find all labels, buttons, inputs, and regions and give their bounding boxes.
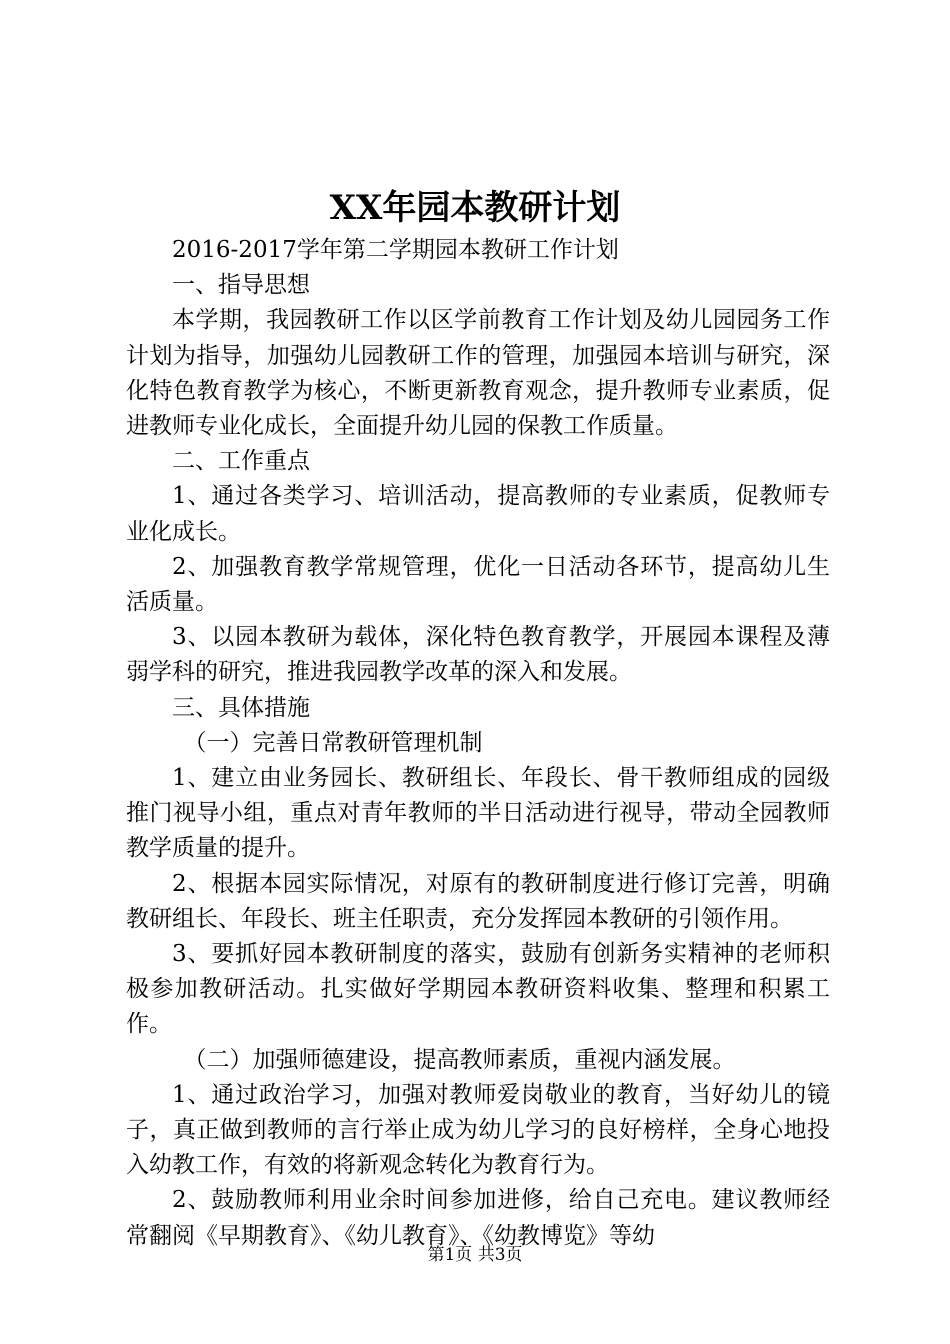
list-item: 2、加强教育教学常规管理，优化一日活动各环节，提高幼儿生活质量。 bbox=[126, 553, 830, 616]
list-item: 2、鼓励教师利用业余时间参加进修，给自己充电。建议教师经常翻阅《早期教育》、《幼儿教育》、《幼教博览》等幼 bbox=[126, 1187, 830, 1249]
list-item: 1、通过政治学习，加强对教师爱岗敬业的教育，当好幼儿的镜子，真正做到教师的言行举止成为幼儿学习的良好榜样，全身心地投入幼教工作，有效的将新观念转化为教育行为。 bbox=[126, 1081, 830, 1179]
section-heading-2: 二、工作重点 bbox=[172, 448, 310, 475]
plan-subtitle: 2016-2017学年第二学期园本教研工作计划 bbox=[172, 237, 619, 263]
subsection-heading: （二）加强师德建设，提高教师素质，重视内涵发展。 bbox=[183, 1046, 736, 1073]
section-heading-1: 一、指导思想 bbox=[172, 272, 310, 299]
section-heading-3: 三、具体措施 bbox=[172, 694, 310, 721]
subsection-heading: （一）完善日常教研管理机制 bbox=[183, 729, 483, 756]
paragraph: 本学期，我园教研工作以区学前教育工作计划及幼儿园园务工作计划为指导，加强幼儿园教研工作的管理，加强园本培训与研究，深化特色教育教学为核心，不断更新教育观念，提升教师专业素质，促进教师专业化成长，全面提升幼儿园的保教工作质量。 bbox=[126, 307, 830, 440]
list-item: 2、根据本园实际情况，对原有的教研制度进行修订完善，明确教研组长、年段长、班主任职责，充分发挥园本教研的引领作用。 bbox=[126, 870, 830, 932]
list-item: 3、要抓好园本教研制度的落实，鼓励有创新务实精神的老师积极参加教研活动。扎实做好学期园本教研资料收集、整理和积累工作。 bbox=[126, 941, 830, 1038]
list-item: 1、通过各类学习、培训活动，提高教师的专业素质，促教师专业化成长。 bbox=[126, 483, 830, 545]
document-body bbox=[126, 233, 830, 1254]
page-number: 第1页 共3页 bbox=[427, 1245, 523, 1265]
list-item: 1、建立由业务园长、教研组长、年段长、骨干教师组成的园级推门视导小组，重点对青年教师的半日活动进行视导，带动全园教师教学质量的提升。 bbox=[126, 765, 830, 862]
document-title: XX年园本教研计划 bbox=[329, 188, 621, 228]
list-item: 3、以园本教研为载体，深化特色教育教学，开展园本课程及薄弱学科的研究，推进我园教学改革的深入和发展。 bbox=[126, 624, 830, 686]
